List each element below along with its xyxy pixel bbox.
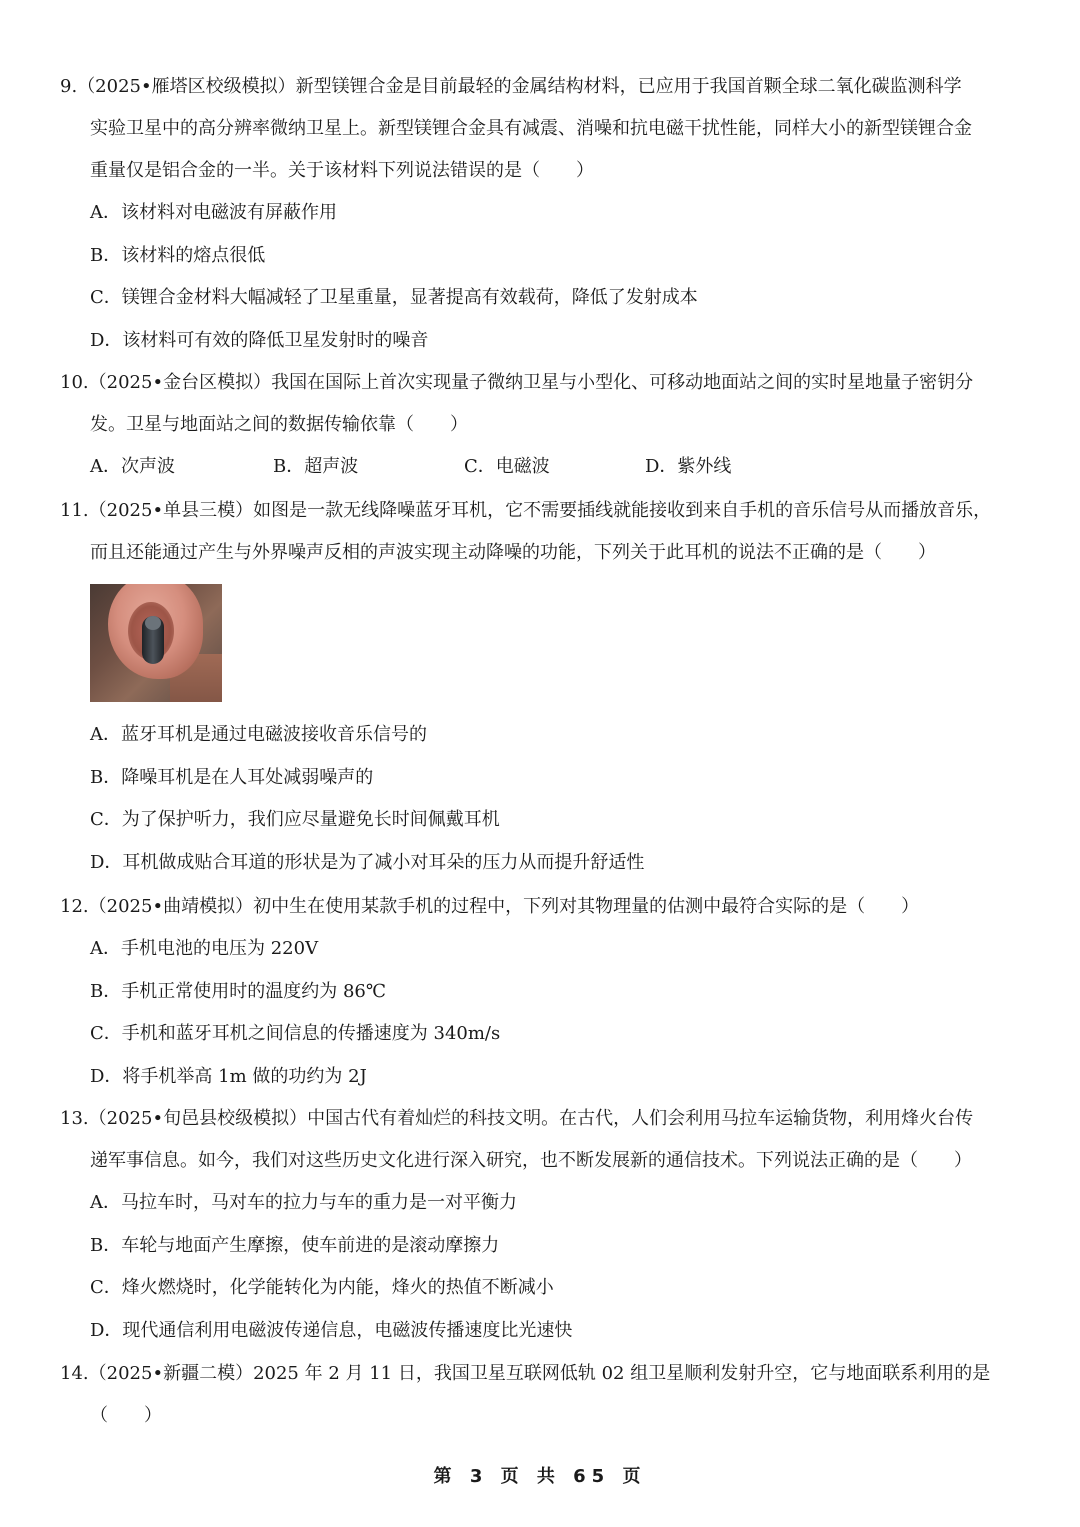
- stem-line: 新型镁锂合金是目前最轻的金属结构材料，已应用于我国首颗全球二氧化碳监测科学: [295, 76, 962, 97]
- question-10: [60, 362, 1030, 488]
- option-a: A．蓝牙耳机是通过电磁波接收音乐信号的: [90, 724, 427, 745]
- option-b: B．该材料的熔点很低: [90, 244, 266, 266]
- question-number: 11.: [60, 500, 89, 521]
- earbud-tip: [145, 616, 161, 630]
- question-source: （2025•新疆二模）: [88, 1363, 254, 1384]
- option-d: D．现代通信利用电磁波传递信息，电磁波传播速度比光速快: [90, 1319, 573, 1341]
- question-source: （2025•雁塔区校级模拟）: [77, 76, 296, 97]
- question-number: 13.: [60, 1108, 89, 1129]
- option-a: A．马拉车时，马对车的拉力与车的重力是一对平衡力: [90, 1192, 517, 1213]
- question-12: [60, 886, 1030, 1098]
- question-source: （2025•旬邑县校级模拟）: [88, 1108, 308, 1129]
- option-b: B．车轮与地面产生摩擦，使车前进的是滚动摩擦力: [90, 1234, 500, 1256]
- stem-line: 如图是一款无线降噪蓝牙耳机，它不需要插线就能接收到来自手机的音乐信号从而播放音乐，: [253, 500, 992, 521]
- question-14: [60, 1353, 1030, 1437]
- question-source: （2025•曲靖模拟）: [88, 896, 254, 917]
- question-number: 10.: [60, 372, 89, 393]
- options-row: [60, 446, 1030, 488]
- page-footer: 第 3 页 共 65 页: [433, 1466, 647, 1487]
- option-a: A．次声波: [90, 456, 175, 477]
- earbud-photo: [90, 584, 222, 702]
- stem-line: 递军事信息。如今，我们对这些历史文化进行深入研究，也不断发展新的通信技术。下列说法正确的是（ ）: [90, 1150, 972, 1171]
- question-number: 14.: [60, 1363, 89, 1384]
- question-stem: [60, 886, 1030, 928]
- stem-line: 发。卫星与地面站之间的数据传输依靠（ ）: [90, 414, 468, 435]
- option-a: A．手机电池的电压为 220V: [90, 938, 319, 959]
- stem-line: 2025 年 2 月 11 日，我国卫星互联网低轨 02 组卫星顺利发射升空，它与地面联系利用的是: [253, 1363, 991, 1384]
- question-source: （2025•金台区模拟）: [88, 372, 272, 393]
- question-stem: [60, 1098, 1030, 1140]
- option-c: C．为了保护听力，我们应尽量避免长时间佩戴耳机: [90, 809, 500, 830]
- stem-line: 我国在国际上首次实现量子微纳卫星与小型化、可移动地面站之间的实时星地量子密钥分: [271, 372, 974, 393]
- option-d: D．该材料可有效的降低卫星发射时的噪音: [90, 329, 429, 351]
- option-d: D．耳机做成贴合耳道的形状是为了减小对耳朵的压力从而提升舒适性: [90, 851, 645, 873]
- option-c: C．手机和蓝牙耳机之间信息的传播速度为 340m/s: [90, 1023, 501, 1044]
- question-11: [60, 490, 1030, 884]
- stem-line: 重量仅是铝合金的一半。关于该材料下列说法错误的是（ ）: [90, 160, 594, 181]
- stem-line: （ ）: [90, 1405, 162, 1426]
- option-c: C．镁锂合金材料大幅减轻了卫星重量，显著提高有效载荷，降低了发射成本: [90, 287, 698, 308]
- question-stem: [60, 490, 1030, 532]
- stem-line: 实验卫星中的高分辨率微纳卫星上。新型镁锂合金具有减震、消噪和抗电磁干扰性能，同样大小的新型镁锂合金: [90, 118, 972, 139]
- question-13: [60, 1098, 1030, 1352]
- option-b: B．超声波: [273, 456, 359, 477]
- stem-line: 初中生在使用某款手机的过程中，下列对其物理量的估测中最符合实际的是（ ）: [253, 896, 920, 917]
- question-number: 9.: [60, 76, 78, 97]
- option-c: C．电磁波: [464, 456, 550, 477]
- option-b: B．降噪耳机是在人耳处减弱噪声的: [90, 766, 374, 788]
- question-stem: [60, 66, 1030, 108]
- option-d: D．将手机举高 1m 做的功约为 2J: [90, 1065, 367, 1087]
- option-a: A．该材料对电磁波有屏蔽作用: [90, 202, 337, 223]
- question-stem: [60, 362, 1030, 404]
- question-9: [60, 66, 1030, 362]
- stem-line: 中国古代有着灿烂的科技文明。在古代，人们会利用马拉车运输货物，利用烽火台传: [307, 1108, 974, 1129]
- option-b: B．手机正常使用时的温度约为 86℃: [90, 980, 386, 1002]
- stem-line: 而且还能通过产生与外界噪声反相的声波实现主动降噪的功能，下列关于此耳机的说法不正确的是（ ）: [90, 542, 936, 563]
- question-stem: [60, 1353, 1030, 1395]
- option-c: C．烽火燃烧时，化学能转化为内能，烽火的热值不断减小: [90, 1277, 554, 1298]
- option-d: D．紫外线: [645, 456, 732, 477]
- question-source: （2025•单县三模）: [88, 500, 254, 521]
- question-number: 12.: [60, 896, 89, 917]
